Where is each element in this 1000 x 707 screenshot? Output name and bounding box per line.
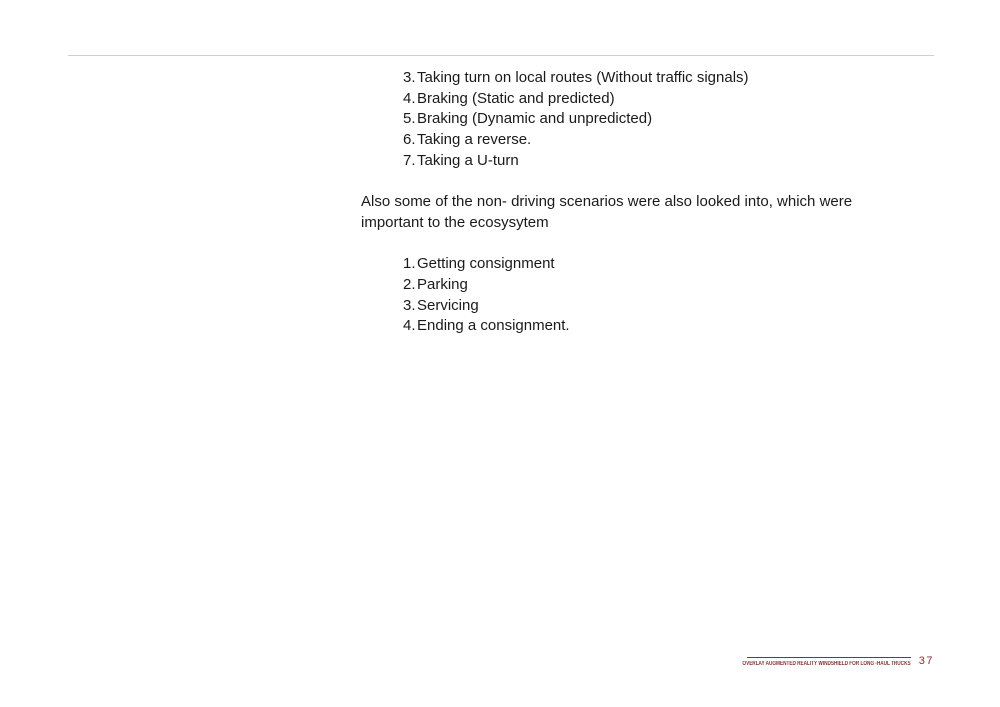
list-item	[403, 316, 921, 337]
list-item	[403, 296, 921, 317]
page-number: 37	[918, 655, 934, 667]
list-item-text: Parking	[417, 276, 468, 293]
body-paragraph: Also some of the non- driving scenarios were also looked into, which were important to the ecosysytem	[361, 193, 853, 231]
list-item	[403, 89, 921, 110]
footer-title: OVERLAY AUGMENTED REALITY WINDSHIELD FOR LONG -HAUL TRUCKS	[742, 661, 911, 667]
list-item-number: 5.	[403, 110, 416, 128]
list-item	[403, 254, 921, 275]
page-content	[361, 68, 921, 337]
list-item-text: Ending a consignment.	[417, 317, 570, 335]
list-item-text: Braking (Static and predicted)	[417, 89, 615, 107]
list-item-text: Getting consignment	[417, 255, 555, 273]
list-item	[403, 130, 921, 151]
footer-title-block	[695, 657, 911, 667]
page-footer	[695, 656, 934, 667]
list-item-text: Braking (Dynamic and unpredicted)	[417, 110, 653, 128]
non-driving-scenarios-list	[361, 254, 921, 337]
list-item-number: 3.	[403, 296, 416, 314]
list-item-text: Taking a U-turn	[417, 151, 519, 169]
list-item-text: Taking turn on local routes (Without traffic signals)	[417, 69, 749, 86]
list-item	[403, 275, 921, 296]
list-item-number: 6.	[403, 131, 416, 149]
list-item	[403, 109, 921, 130]
list-item-number: 4.	[403, 317, 416, 335]
header-divider	[68, 55, 934, 56]
list-item	[403, 151, 921, 172]
list-item-number: 4.	[403, 89, 416, 107]
list-item-number: 2.	[403, 276, 416, 293]
list-item-text: Taking a reverse.	[417, 131, 532, 149]
footer-divider	[747, 657, 911, 658]
list-item	[403, 68, 921, 89]
list-item-number: 7.	[403, 151, 416, 169]
list-item-text: Servicing	[417, 296, 479, 314]
list-item-number: 3.	[403, 69, 416, 86]
driving-scenarios-list	[361, 68, 921, 172]
list-item-number: 1.	[403, 255, 416, 273]
